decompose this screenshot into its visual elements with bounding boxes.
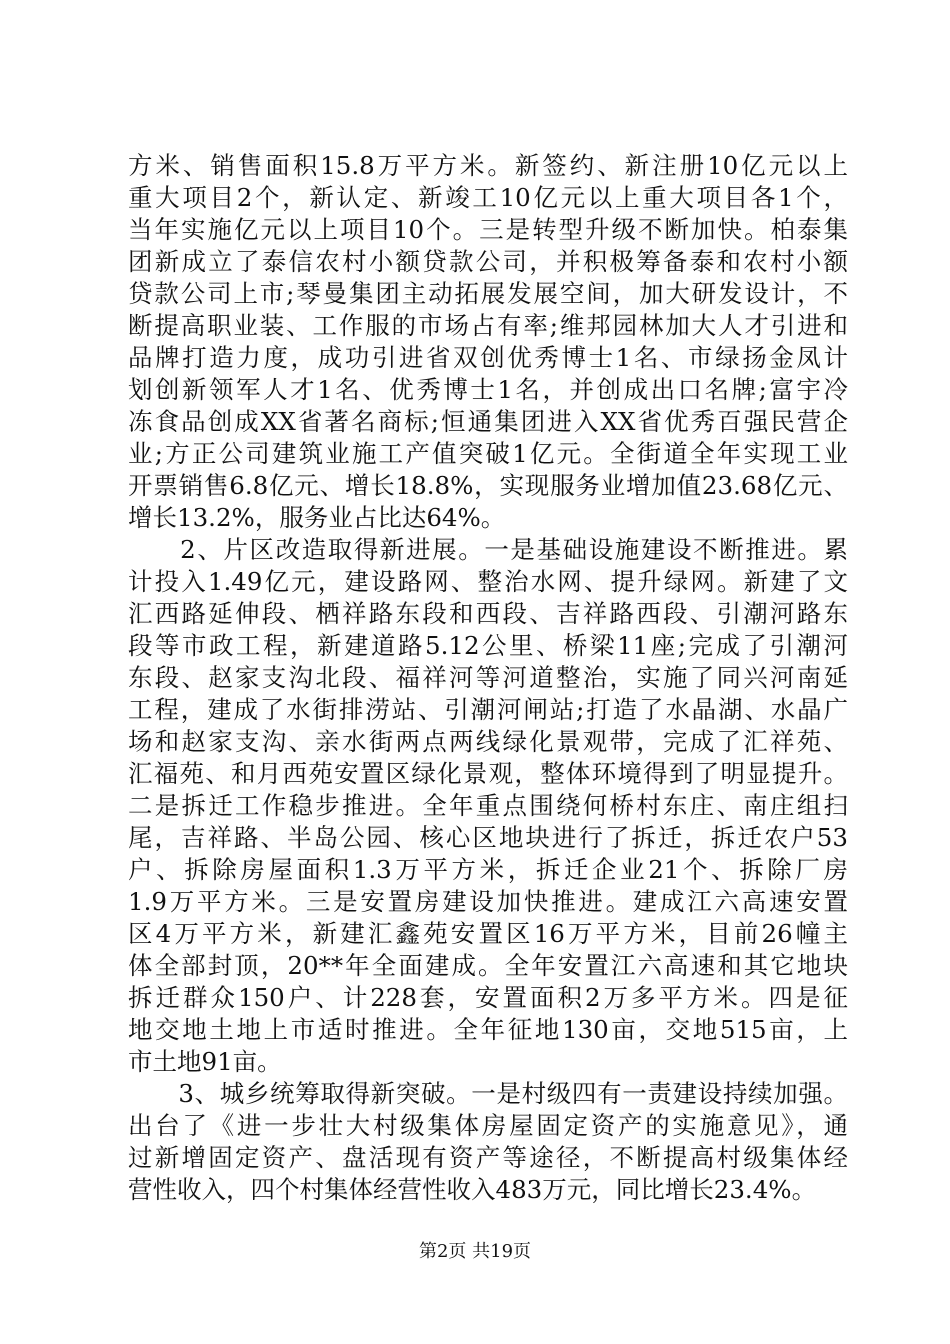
text-line: 段等市政工程，新建道路5.12公里、桥梁11座;完成了引潮河: [128, 631, 848, 660]
text-line: 贷款公司上市;琴曼集团主动拓展发展空间，加大研发设计，不: [128, 279, 848, 308]
text-line: 当年实施亿元以上项目10个。三是转型升级不断加快。柏泰集: [128, 215, 848, 244]
text-line: 工程，建成了水街排涝站、引潮河闸站;打造了水晶湖、水晶广: [128, 695, 848, 724]
text-line: 市土地91亩。: [128, 1047, 282, 1076]
text-line: 品牌打造力度，成功引进省双创优秀博士1名、市绿扬金凤计: [128, 343, 848, 372]
text-line: 尾，吉祥路、半岛公园、核心区地块进行了拆迁，拆迁农户53: [128, 823, 848, 852]
text-line: 场和赵家支沟、亲水街两点两线绿化景观带，完成了汇祥苑、: [128, 727, 848, 756]
text-line: 增长13.2%，服务业占比达64%。: [128, 503, 506, 532]
text-line: 营性收入，四个村集体经营性收入483万元，同比增长23.4%。: [128, 1175, 817, 1204]
text-line: 重大项目2个，新认定、新竣工10亿元以上重大项目各1个，: [128, 183, 848, 212]
page-footer: 第2页 共19页: [418, 1241, 532, 1262]
text-line: 过新增固定资产、盘活现有资产等途径，不断提高村级集体经: [128, 1143, 848, 1172]
text-line: 2、片区改造取得新进展。一是基础设施建设不断推进。累: [128, 535, 848, 564]
text-line: 体全部封顶，20**年全面建成。全年安置江六高速和其它地块: [128, 951, 848, 980]
text-line: 1.9万平方米。三是安置房建设加快推进。建成江六高速安置: [128, 887, 848, 916]
text-line: 断提高职业装、工作服的市场占有率;维邦园林加大人才引进和: [128, 311, 848, 340]
text-line: 开票销售6.8亿元、增长18.8%，实现服务业增加值23.68亿元、: [128, 471, 848, 500]
text-line: 3、城乡统筹取得新突破。一是村级四有一责建设持续加强。: [128, 1079, 848, 1108]
text-line: 方米、销售面积15.8万平方米。新签约、新注册10亿元以上: [128, 151, 848, 180]
text-line: 业;方正公司建筑业施工产值突破1亿元。全街道全年实现工业: [128, 439, 848, 468]
text-line: 团新成立了泰信农村小额贷款公司，并积极筹备泰和农村小额: [128, 247, 848, 276]
text-line: 出台了《进一步壮大村级集体房屋固定资产的实施意见》，通: [128, 1111, 848, 1140]
text-line: 汇西路延伸段、栖祥路东段和西段、吉祥路西段、引潮河路东: [128, 599, 848, 628]
text-line: 冻食品创成XX省著名商标;恒通集团进入XX省优秀百强民营企: [128, 407, 848, 436]
text-line: 汇福苑、和月西苑安置区绿化景观，整体环境得到了明显提升。: [128, 759, 848, 788]
text-line: 东段、赵家支沟北段、福祥河等河道整治，实施了同兴河南延: [128, 663, 848, 692]
text-line: 区4万平方米，新建汇鑫苑安置区16万平方米，目前26幢主: [128, 919, 848, 948]
text-line: 户、拆除房屋面积1.3万平方米，拆迁企业21个、拆除厂房: [128, 855, 848, 884]
text-line: 计投入1.49亿元，建设路网、整治水网、提升绿网。新建了文: [128, 567, 848, 596]
text-line: 地交地土地上市适时推进。全年征地130亩，交地515亩，上: [128, 1015, 848, 1044]
text-line: 划创新领军人才1名、优秀博士1名，并创成出口名牌;富宇冷: [128, 375, 848, 404]
text-line: 二是拆迁工作稳步推进。全年重点围绕何桥村东庄、南庄组扫: [128, 791, 848, 820]
text-line: 拆迁群众150户、计228套，安置面积2万多平方米。四是征: [128, 983, 848, 1012]
